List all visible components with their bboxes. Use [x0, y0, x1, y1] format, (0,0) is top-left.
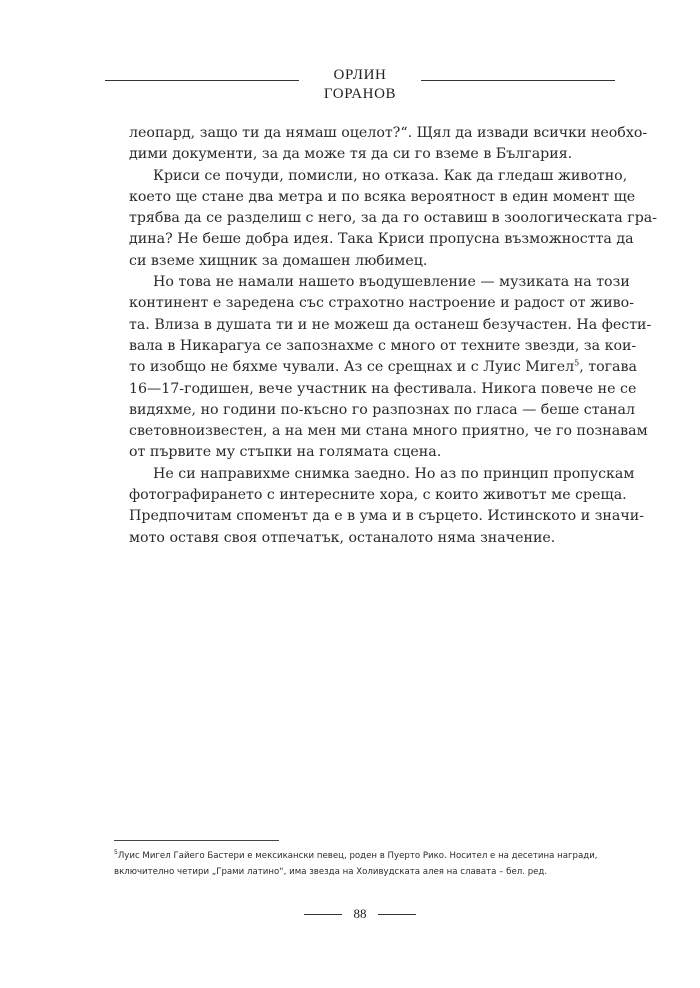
text-line-with-footnote — [129, 357, 637, 378]
running-header — [105, 62, 615, 102]
text-line: дина? Не беше добра идея. Така Криси пропусна възможността да — [129, 231, 634, 248]
footnote-reference[interactable]: 5 — [574, 358, 580, 368]
text-line: което ще стане два метра и по всяка вероятност в един момент ще — [129, 188, 636, 205]
text-line: от първите му стъпки на голямата сцена. — [129, 444, 442, 461]
text-line: 16—17-годишен, вече участник на фестивала. Никога повече не се — [129, 380, 637, 397]
page-footer — [300, 905, 420, 925]
text-line: видяхме, но години по-късно го разпознах по гласа — беше станал — [129, 401, 635, 418]
text-line: вала в Никарагуа се запознахме с много от техните звезди, за кои- — [129, 337, 637, 354]
text-line: континент е заредена със страхотно настроение и радост от живо- — [129, 295, 635, 312]
text-line: фотографирането с интересните хора, с които животът ме среща. — [129, 487, 627, 504]
text-line: Не си направихме снимка заедно. Но аз по принцип пропускам — [153, 465, 635, 482]
text-line: трябва да се разделиш с него, за да го оставиш в зоологическата гра- — [129, 210, 658, 227]
footnote-line — [114, 848, 598, 864]
text-line: та. Влиза в душата ти и не можеш да останеш безучастен. На фести- — [129, 316, 652, 333]
text-line: Предпочитам споменът да е в ума и в сърцето. Истинското и значи- — [129, 508, 644, 525]
text-line: леопард, защо ти да нямаш оцелот?“. Щял да извади всички необхо- — [129, 125, 648, 141]
footnote — [114, 848, 598, 880]
text-line: Но това не намали нашето въодушевление — музиката на този — [153, 274, 630, 291]
folio-rule-right — [378, 914, 416, 915]
footnote-text: Луис Мигел Гайего Бастери е мексикански певец, роден в Пуерто Рико. Носител е на десетина награди, — [117, 851, 598, 861]
text-line: дими документи, за да може тя да си го вземе в България. — [129, 146, 573, 163]
footnote-marker: 5 — [114, 849, 118, 857]
text-line: световноизвестен, а на мен ми стана много приятно, че го познавам — [129, 423, 648, 440]
body-text — [129, 123, 658, 549]
author-name — [105, 62, 615, 104]
text-fragment: то изобщо не бяхме чували. Аз се срещнах и с Луис Мигел — [129, 359, 575, 376]
footnote-divider — [114, 840, 279, 841]
page-number: 88 — [353, 906, 367, 921]
text-line: си вземе хищник за домашен любимец. — [129, 252, 428, 269]
text-line: Криси се почуди, помисли, но отказа. Как да гледаш животно, — [153, 167, 628, 184]
author-first-name: ОРЛИН — [333, 67, 387, 83]
author-last-name: ГОРАНОВ — [323, 86, 397, 102]
text-line: мото оставя своя отпечатък, останалото няма значение. — [129, 529, 556, 546]
footnote-line: включително четири „Грами латино“, има звезда на Холивудската алея на славата – бел. ред. — [114, 867, 548, 877]
text-fragment: , тогава — [579, 359, 637, 376]
